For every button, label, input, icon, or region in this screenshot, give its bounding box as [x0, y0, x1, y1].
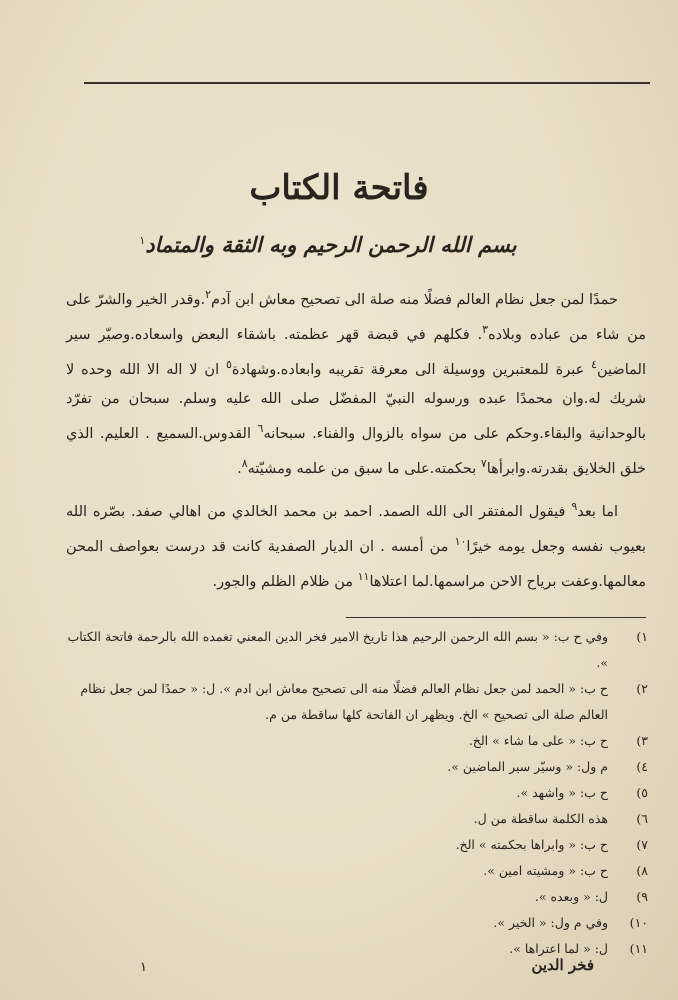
- text-segment: عبرة للمعتبرين ووسيلة الى معرفة تقريبه وابعاده.وشهادة: [231, 361, 592, 378]
- footnote-text: وفي ح ب: « بسم الله الرحمن الرحيم هذا تاريخ الامير فخر الدين المعني تغمده الله بالرحمة فاتحة الكتاب ».: [67, 629, 608, 670]
- footnote: [66, 728, 648, 754]
- text-segment: اما بعد: [577, 503, 619, 520]
- footnote-number: ٢): [636, 681, 648, 696]
- footnote: [66, 780, 648, 806]
- footnotes: [66, 624, 648, 962]
- footnote-text: ل: « وبعده ».: [534, 889, 608, 904]
- chapter-title: فاتحة الكتاب: [249, 168, 429, 208]
- footnote-ref: ٧: [480, 457, 487, 471]
- footnote-text: ح ب: « وابراها بحكمته » الخ.: [455, 837, 608, 852]
- text-segment: من أمسه . ان الديار الصفدية كانت قد درست بعواصف المحن معالمها.وعفت برياح الاحن مراسمها.لما اعتلاها: [66, 538, 646, 590]
- footnote-number: ٣): [636, 733, 648, 748]
- footnote: [66, 910, 648, 936]
- text-segment: ان لا اله الا الله وحده لا شريك له.وان محمدًا عبده ورسوله النبيّ المفضّل صلى الله عليه وسلم. سبحان من تفرّد بالوحدانية والبقاء.وحكم على من سواه بالزوال والفناء. سبحانه: [66, 361, 646, 443]
- footnote-ref: ٤: [591, 357, 598, 371]
- running-foot: فخر الدين: [531, 956, 594, 974]
- footnote-number: ٥): [636, 785, 648, 800]
- footnote: [66, 624, 648, 676]
- footnote-ref: ٨: [241, 457, 248, 471]
- footnote-text: م ول: « وسيّر سير الماضين ».: [447, 759, 608, 774]
- footnote-text: ح ب: « على ما شاء » الخ.: [468, 733, 608, 748]
- footnote-ref: ١: [139, 234, 146, 247]
- footnote-text: ل: « لما اعتراها ».: [509, 941, 608, 956]
- footnote-text: هذه الكلمة ساقطة من ل.: [473, 811, 608, 826]
- footnote: [66, 832, 648, 858]
- footnote-number: ٨): [636, 863, 648, 878]
- text-segment: من ظلام الظلم والجور.: [212, 573, 358, 590]
- basmala-text: بسم الله الرحمن الرحيم وبه الثقة والمتماد: [145, 232, 517, 257]
- basmala: [68, 232, 588, 257]
- text-segment: .: [237, 461, 242, 478]
- top-rule: [84, 82, 650, 84]
- footnote-rule: [346, 617, 646, 618]
- footnote-ref: ١١: [357, 569, 370, 583]
- footnote: [66, 858, 648, 884]
- footnote: [66, 806, 648, 832]
- footnote-number: ١٠): [629, 915, 648, 930]
- footnote-ref: ٩: [571, 500, 578, 514]
- footnote-text: وفي م ول: « الخير ».: [493, 915, 608, 930]
- footnote-text: ح ب: « واشهد ».: [516, 785, 608, 800]
- footnote-text: ح ب: « الحمد لمن جعل نظام العالم فضلًا منه الى تصحيح معاش ابن ادم ». ل: « حمدًا لمن جعل نظام العالم صلة الى تصحيح » الخ. ويظهر ان الفاتحة كلها ساقطة من م.: [80, 681, 608, 722]
- text-segment: القدوس.السميع . العليم. الذي خلق الخلايق بقدرته.وابرأها: [66, 426, 646, 478]
- footnote-number: ٧): [636, 837, 648, 852]
- main-text: [66, 280, 646, 605]
- text-segment: فيقول المفتقر الى الله الصمد. احمد بن محمد الخالدي من اهالي صفد. بصّره الله بعيوب نفسه وجعل يومه خيرًا: [66, 503, 646, 555]
- text-segment: حمدًا لمن جعل نظام العالم فضلًا منه صلة الى تصحيح معاش ابن آدم: [211, 291, 618, 308]
- footnote-number: ٦): [636, 811, 648, 826]
- paragraph: [66, 280, 646, 484]
- paragraph: [66, 492, 646, 596]
- text-segment: . فكلهم في قبضة قهر عظمته. باشقاء البعض واسعاده.وصيّر سير الماضين: [66, 326, 646, 378]
- footnote-ref: ٣: [482, 322, 489, 336]
- footnote-ref: ٢: [205, 288, 212, 301]
- footnote-text: ح ب: « ومشيته امين ».: [483, 863, 608, 878]
- text-segment: بحكمته.على ما سبق من علمه ومشيّته: [247, 461, 481, 478]
- footnote: [66, 676, 648, 728]
- footnote-ref: ٦: [257, 422, 264, 436]
- footnote: [66, 754, 648, 780]
- footnote-number: ١): [636, 629, 648, 644]
- page-number: ١: [140, 960, 147, 975]
- footnote-ref: ٥: [225, 357, 232, 371]
- footnote-ref: ١٠: [454, 534, 467, 548]
- text-segment: .وقدر الخير والشرّ على من شاء من عباده وبلاده: [66, 291, 646, 343]
- footnote: [66, 884, 648, 910]
- footnote-number: ١١): [629, 941, 648, 956]
- footnote-number: ٤): [636, 759, 648, 774]
- footnote-number: ٩): [636, 889, 648, 904]
